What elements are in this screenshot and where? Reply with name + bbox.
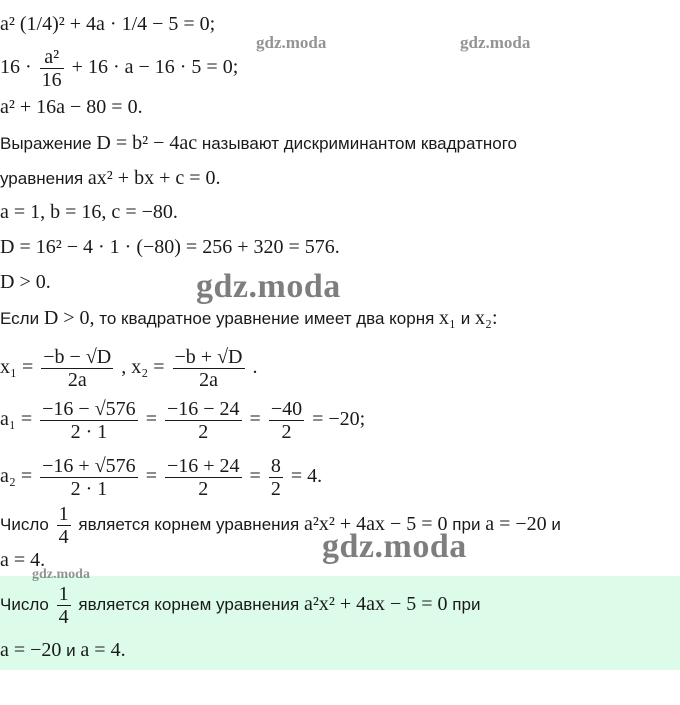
fraction: $\frac{-16 - 24}{2}$ bbox=[166, 398, 240, 443]
fraction: $\frac{-40}{2}$ bbox=[270, 398, 303, 443]
solution-line-12: Число $\frac{1}{4}$ является корнем уравнения a²x² + 4ax − 5 = 0 при a = −20 и bbox=[0, 503, 561, 548]
solution-line-13: a = 4. bbox=[0, 549, 46, 571]
solution-line-7: D > 0. bbox=[0, 271, 51, 293]
fraction: $\frac{1}{4}$ bbox=[58, 503, 69, 548]
solution-line-0 bbox=[0, 12, 215, 36]
solution-line-4: уравнения ax² + bx + c = 0. bbox=[0, 167, 221, 189]
answer-fraction: $\frac{1}{4}$ bbox=[58, 583, 69, 628]
fraction: $\frac{-16 - √576}{2 \cdot 1}$ bbox=[42, 398, 136, 443]
watermark: gdz.moda bbox=[322, 528, 467, 565]
answer-line-2: a = −20 и a = 4. bbox=[0, 639, 126, 661]
solution-line-9: x₁ = $\frac{-b - √D}{2a}$ , x₂ = $\frac{-b + √D}{2a}$ . bbox=[0, 346, 258, 391]
fraction: $\frac{\text{a²}}{16}$ bbox=[41, 46, 62, 91]
solution-line-1: 16 · $\frac{\text{a²}}{16}$ + 16 · a − 16 · 5 = 0; bbox=[0, 46, 239, 91]
fraction: $\frac{8}{2}$ bbox=[270, 455, 281, 500]
solution-line-6: D = 16² − 4 · 1 · (−80) = 256 + 320 = 576. bbox=[0, 236, 340, 258]
solution-line-8: Если D > 0, то квадратное уравнение имеет два корня x₁ и x₂: bbox=[0, 307, 498, 329]
fraction: $\frac{-16 + 24}{2}$ bbox=[166, 455, 240, 500]
watermark: gdz.moda bbox=[460, 33, 531, 52]
solution-line-5: a = 1, b = 16, c = −80. bbox=[0, 201, 178, 223]
solution-line-3: Выражение D = b² − 4ac называют дискриминантом квадратного bbox=[0, 132, 517, 154]
fraction: $\frac{-16 + √576}{2 \cdot 1}$ bbox=[42, 455, 136, 500]
equation-substituted: a² (1/4)² + 4a · 1/4 − 5 = 0; bbox=[0, 13, 216, 35]
watermark: gdz.moda bbox=[196, 268, 341, 305]
solution-line-11: a₂ = $\frac{-16 + √576}{2 \cdot 1}$ = $\frac{-16 + 24}{2}$ = $\frac{8}{2}$ = 4. bbox=[0, 455, 323, 500]
fraction: $\frac{-b - √D}{2a}$ bbox=[43, 346, 112, 391]
solution-line-2: a² + 16a − 80 = 0. bbox=[0, 96, 143, 118]
watermark: gdz.moda bbox=[256, 33, 327, 52]
answer-line-1: Число $\frac{1}{4}$ является корнем уравнения a²x² + 4ax − 5 = 0 при bbox=[0, 583, 481, 628]
solution-line-10: a₁ = $\frac{-16 - √576}{2 \cdot 1}$ = $\frac{-16 - 24}{2}$ = $\frac{-40}{2}$ = −20; bbox=[0, 398, 366, 443]
watermark: gdz.moda bbox=[32, 567, 90, 582]
fraction: $\frac{-b + √D}{2a}$ bbox=[174, 346, 243, 391]
